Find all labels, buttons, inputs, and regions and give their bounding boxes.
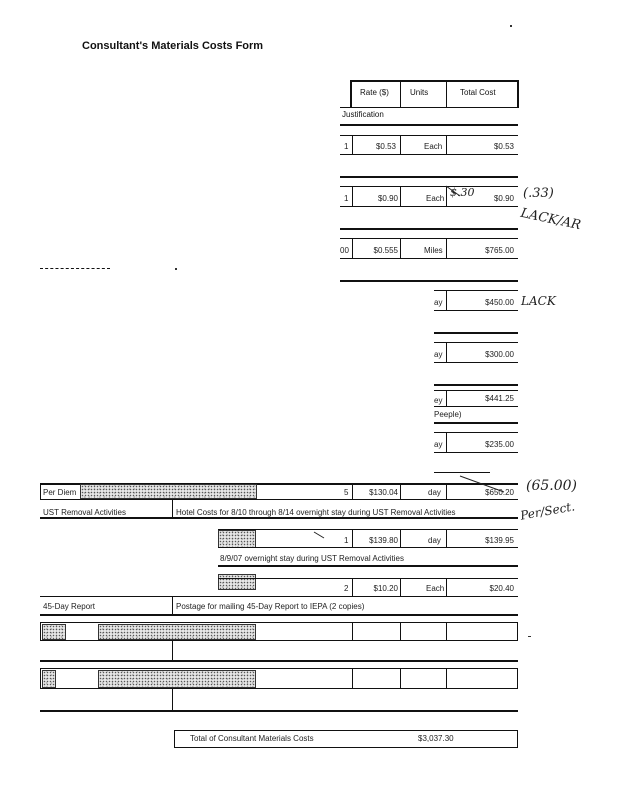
handwritten-note: LACK/AR (519, 205, 583, 234)
row-11-qty: 2 (344, 584, 349, 593)
handwritten-note: Per/Sect. (519, 499, 576, 523)
handwritten-mark-icon (456, 470, 526, 500)
row-3-total: $765.00 (485, 246, 514, 255)
row-5-units: ay (434, 350, 443, 359)
row-2-rate: $0.90 (377, 194, 398, 203)
row-11-total: $20.40 (489, 584, 514, 593)
row-1-qty: 1 (344, 142, 349, 151)
scan-speck (175, 268, 177, 270)
redacted-area (42, 624, 66, 640)
handwritten-note: (65.00) (526, 478, 578, 494)
form-title: Consultant's Materials Costs Form (82, 40, 264, 52)
row-3-qty: 00 (340, 246, 349, 255)
row-10-qty: 1 (344, 536, 349, 545)
row-4-total: $450.00 (485, 298, 514, 307)
total-value: $3,037.30 (418, 734, 454, 743)
row-6-total: $441.25 (485, 394, 514, 403)
row-6-note: Peeple) (434, 410, 462, 419)
row-10-justification: 8/9/07 overnight stay during UST Removal Activities (220, 554, 404, 563)
row-2-units: Each (426, 194, 445, 203)
row-11-units: Each (426, 584, 445, 593)
row-2-total: $0.90 (493, 194, 514, 203)
header-units: Units (410, 88, 429, 97)
row-12-label: 45-Day Report (43, 602, 96, 611)
redacted-area (218, 530, 256, 548)
row-9-label: UST Removal Activities (43, 508, 126, 517)
row-3-units: Miles (424, 246, 443, 255)
row-6-units: ey (434, 396, 443, 405)
header-total-cost: Total Cost (460, 88, 496, 97)
row-10-total: $139.95 (485, 536, 514, 545)
redacted-area (98, 670, 256, 688)
row-7-total: $235.00 (485, 440, 514, 449)
row-8-total: $650.20 (485, 488, 514, 497)
row-12-justification: Postage for mailing 45-Day Report to IEPA (2 copies) (176, 602, 365, 611)
row-10-units: day (428, 536, 441, 545)
redacted-area (218, 574, 256, 590)
row-1-units: Each (424, 142, 443, 151)
row-1-total: $0.53 (493, 142, 514, 151)
scan-speck (510, 25, 512, 27)
row-1-rate: $0.53 (375, 142, 396, 151)
redacted-area (80, 484, 257, 499)
handwritten-note: LACK (521, 294, 556, 308)
row-10-rate: $139.80 (369, 536, 398, 545)
redacted-area (42, 670, 56, 688)
header-justification: Justification (342, 110, 384, 119)
scan-speck (528, 636, 531, 637)
row-4-units: ay (434, 298, 443, 307)
row-3-rate: $0.555 (373, 246, 398, 255)
row-2-qty: 1 (344, 194, 349, 203)
row-11-rate: $10.20 (373, 584, 398, 593)
row-8-units: day (428, 488, 441, 497)
row-5-total: $300.00 (485, 350, 514, 359)
row-7-units: ay (434, 440, 443, 449)
handwritten-note: (.33) (523, 186, 554, 201)
handwritten-note: $.30 (450, 186, 475, 199)
handwritten-mark-icon (300, 528, 340, 544)
row-8-rate: $130.04 (369, 488, 398, 497)
redacted-area (98, 624, 256, 640)
row-9-justification: Hotel Costs for 8/10 through 8/14 overnight stay during UST Removal Activities (176, 508, 456, 517)
total-label: Total of Consultant Materials Costs (190, 734, 314, 743)
row-8-qty: 5 (344, 488, 349, 497)
handwritten-mark-icon (440, 178, 520, 238)
row-8-label: Per Diem (43, 488, 77, 497)
header-rate: Rate ($) (360, 88, 389, 97)
